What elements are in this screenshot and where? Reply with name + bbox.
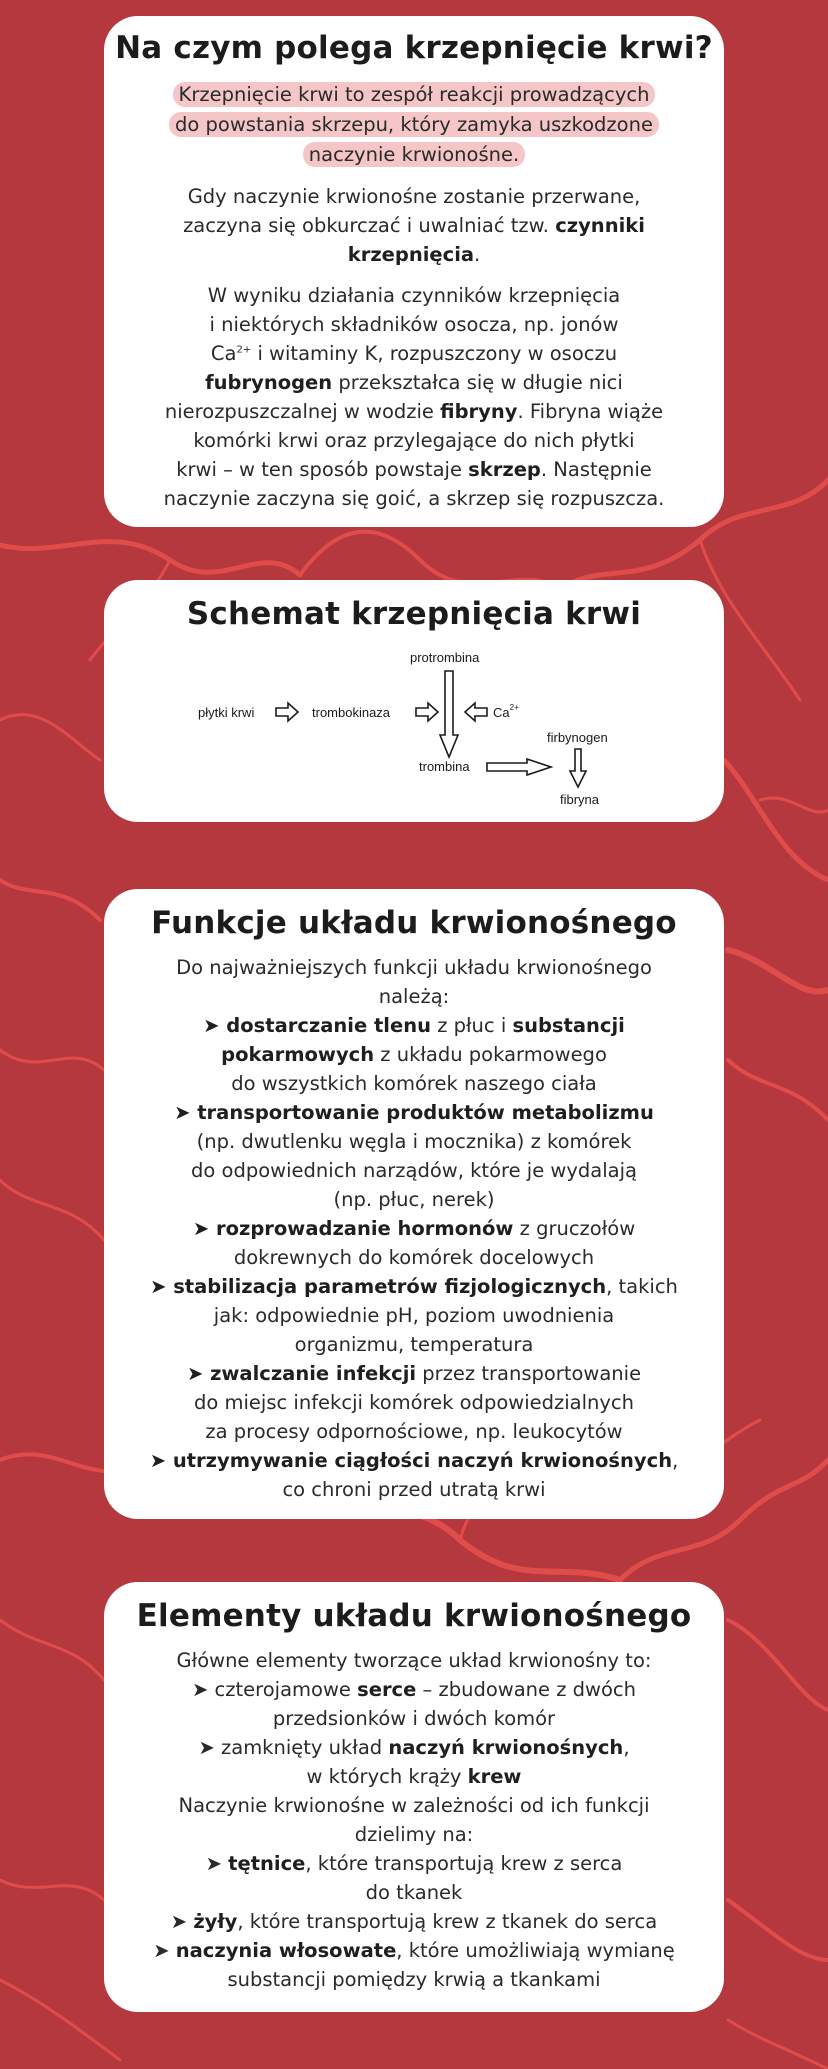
label-platelets: płytki krwi (198, 705, 255, 720)
list-item: ➤ czterojamowe serce – zbudowane z dwóch (192, 1678, 636, 1701)
functions-text: Do najważniejszych funkcji układu krwionośnego należą: ➤ dostarczanie tlenu z płuc i substancji pokarmowych z układu pokarmowego do wszystkich komórek naszego ciała ➤ transportowanie produktów metabolizmu (np. dwutlenku węgla i mocznika) z komórek do odpowiednich narządów, które je wydalają (np. płuc, nerek) ➤ rozprowadzanie hormonów z gruczołów dokrewnych do komórek docelowych ➤ stabilizacja parametrów fizjologicznych, takich jak: odpowiednie pH, poziom uwodnienia organizmu, temperatura ➤ zwalczanie infekcji przez transportowanie do miejsc infekcji komórek odpowiedzialnych za procesy odpornościowe, np. leukocytów ➤ utrzymywanie ciągłości naczyń krwionośnych, co chroni przed utratą krwi (104, 953, 724, 1504)
highlight-line: Krzepnięcie krwi to zespół reakcji prowadzących (173, 82, 656, 107)
highlight-line: naczynie krwionośne. (303, 142, 525, 167)
arrow-thrombin-fibrinogen (487, 759, 551, 775)
list-item: ➤ rozprowadzanie hormonów z gruczołów (192, 1217, 636, 1240)
list-item: ➤ naczynia włosowate, które umożliwiają wymianę (153, 1939, 675, 1962)
elements-text: Główne elementy tworzące układ krwionośny to: ➤ czterojamowe serce – zbudowane z dwóch przedsionków i dwóch komór ➤ zamknięty układ naczyń krwionośnych, w których krąży krew Naczynie krwionośne w zależności od ich funkcji dzielimy na: ➤ tętnice, które transportują krew z serca do tkanek ➤ żyły, które transportują krew z tkanek do serca ➤ naczynia włosowate, które umożliwiają wymianę substancji pomiędzy krwią a tkankami (104, 1646, 724, 1994)
card-title: Funkcje układu krwionośnego (151, 905, 677, 941)
arrow-fibrinogen-fibrin (570, 749, 586, 787)
list-item: ➤ tętnice, które transportują krew z serca (205, 1852, 623, 1875)
card-title: Schemat krzepnięcia krwi (186, 596, 642, 632)
label-prothrombin: protrombina (410, 650, 480, 665)
list-item: ➤ utrzymywanie ciągłości naczyń krwionośnych, (149, 1449, 679, 1472)
highlight-line: do powstania skrzepu, który zamyka uszkodzone (169, 112, 659, 137)
card-title: Na czym polega krzepnięcie krwi? (115, 30, 713, 66)
card-elements (104, 1582, 724, 2012)
list-item: ➤ dostarczanie tlenu z płuc i substancji (203, 1014, 625, 1037)
arrow-prothrombin-thrombin (440, 671, 458, 757)
label-thrombokinase: trombokinaza (312, 705, 391, 720)
list-item: ➤ żyły, które transportują krew z tkanek do serca (170, 1910, 658, 1933)
definition-highlight (104, 80, 724, 170)
label-fibrin: fibryna (560, 792, 600, 807)
list-item: ➤ stabilizacja parametrów fizjologicznych, takich (150, 1275, 678, 1298)
paragraph-fibrin: W wyniku działania czynników krzepnięcia i niektórych składników osocza, np. jonów $Ca^{2+}$ i witaminy K, rozpuszczony w osoczu fubrynogen przekształca się w długie nici nierozpuszczalnej w wodzie fibryny. Fibryna wiąże komórki krwi oraz przylegające do nich płytki krwi – w ten sposób powstaje skrzep. Następnie naczynie zaczyna się goić, a skrzep się rozpuszcza. (163, 284, 665, 510)
card-title: Elementy układu krwionośnego (136, 1598, 692, 1634)
arrow-platelets-thrombokinase (276, 703, 298, 721)
label-fibrinogen: firbynogen (547, 730, 608, 745)
card-diagram (104, 580, 724, 822)
arrow-thrombokinase-center (416, 703, 438, 721)
list-item: ➤ transportowanie produktów metabolizmu (174, 1101, 654, 1124)
label-thrombin: trombina (419, 759, 470, 774)
card-coagulation (104, 16, 724, 527)
list-item: ➤ zwalczanie infekcji przez transportowanie (186, 1362, 642, 1385)
label-calcium: $Ca^{2+}$ (493, 703, 519, 720)
coagulation-diagram (104, 580, 724, 822)
card-functions (104, 889, 724, 1519)
paragraph-vessel-damage: Gdy naczynie krwionośne zostanie przerwane, zaczyna się obkurczać i uwalniać tzw. czynniki krzepnięcia. (183, 185, 645, 266)
arrow-calcium-center (465, 703, 487, 721)
list-item: ➤ zamknięty układ naczyń krwionośnych, (198, 1736, 630, 1759)
